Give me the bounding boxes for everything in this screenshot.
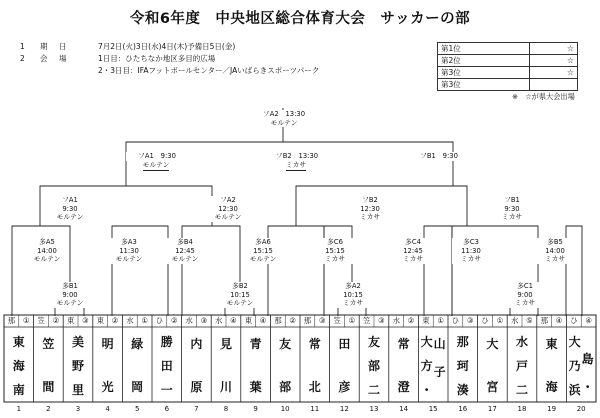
match-id: 多C3 xyxy=(463,238,479,246)
team-name-char: 山 xyxy=(433,336,446,351)
team-seed: ⑤ xyxy=(526,316,533,325)
team-district: 笠 xyxy=(362,316,371,325)
match-venue: ミカサ xyxy=(324,255,346,264)
team-name xyxy=(509,330,535,402)
team-district: 笠 xyxy=(333,316,341,325)
team-name-char: 原 xyxy=(190,380,203,395)
team-name-char: ・ xyxy=(420,382,433,397)
team-district: 東 xyxy=(422,316,430,325)
match-r0 xyxy=(335,282,371,308)
team-seed: ② xyxy=(111,316,119,325)
match-id: フB2 xyxy=(362,196,378,204)
slot-number: 16 xyxy=(458,405,468,413)
slot-number: 13 xyxy=(369,405,379,413)
team-name-char: 葉 xyxy=(249,380,262,395)
match-id: 多C4 xyxy=(405,238,421,246)
match-time: 12:30 xyxy=(360,204,380,213)
slot-number: 9 xyxy=(253,405,258,413)
match-time: 9:30 xyxy=(62,204,78,213)
team-name xyxy=(183,330,209,402)
slot-number: 19 xyxy=(547,405,557,413)
team-district: 那 xyxy=(540,316,548,325)
slot-number: 1 xyxy=(16,405,22,413)
team-seed: ① xyxy=(348,316,356,325)
team-name xyxy=(450,330,476,402)
team-name-char: 明 xyxy=(101,336,114,351)
match-id: 多A3 xyxy=(121,238,137,246)
match-id: フA2 xyxy=(220,196,236,204)
slot-number: 4 xyxy=(105,405,110,413)
match-r1 xyxy=(166,238,204,264)
match-venue: ミカサ xyxy=(501,213,523,222)
match-venue: モルテン xyxy=(56,299,84,308)
team-name-char: 二 xyxy=(515,382,528,397)
match-time: 11:30 xyxy=(461,246,481,255)
team-name-char: 美 xyxy=(71,334,84,349)
team-name-char: 光 xyxy=(101,380,114,395)
team-name-char: 浜 xyxy=(568,382,581,397)
team-name-char: 大 xyxy=(568,334,581,349)
team-name-char: 那 xyxy=(456,334,469,349)
place-label: 第3位 xyxy=(438,67,530,79)
team-name-char: 宮 xyxy=(486,380,499,395)
place-label: 第1位 xyxy=(438,43,530,55)
team-name-char: 澄 xyxy=(397,380,410,395)
team-name xyxy=(568,330,594,402)
team-district: ひ xyxy=(451,316,460,325)
match-id: フB1 xyxy=(420,152,436,160)
match-id: フA1 xyxy=(62,196,78,204)
match-time: 12:45 xyxy=(175,246,195,255)
match-r1 xyxy=(110,238,148,264)
match-semi-left xyxy=(126,152,188,161)
match-time: 15:15 xyxy=(253,246,273,255)
team-name-char: 野 xyxy=(71,358,84,373)
match-time: 9:00 xyxy=(517,290,533,299)
info-num: 1 xyxy=(20,42,25,51)
team-name-char: 田 xyxy=(338,336,351,351)
team-seed: ① xyxy=(22,316,30,325)
team-seed: ① xyxy=(141,316,148,325)
info-label: 期 日 xyxy=(40,42,69,51)
team-name-char: 北 xyxy=(308,380,321,395)
team-name-char: 勝 xyxy=(160,334,173,349)
team-name-char: 一 xyxy=(160,382,173,397)
match-venue: モルテン xyxy=(142,161,170,169)
team-name-char: 笠 xyxy=(42,336,55,351)
team-name-char: 方 xyxy=(420,358,433,373)
team-name-char: 青 xyxy=(249,336,262,351)
team-district: 那 xyxy=(303,316,312,325)
match-time: 13:30 xyxy=(298,152,319,160)
slot-number: 15 xyxy=(428,405,438,413)
match-time: 9:30 xyxy=(160,152,176,160)
team-district: 東 xyxy=(244,316,252,325)
team-seed: ② xyxy=(170,316,178,325)
team-name-char: 岡 xyxy=(131,380,144,395)
semi-mid-venue xyxy=(266,161,326,171)
place-label: 第3位 xyxy=(438,79,530,91)
match-venue: ミカサ xyxy=(460,255,482,264)
match-venue: モルテン xyxy=(33,255,61,264)
team-name xyxy=(361,330,387,402)
team-name-char: 海 xyxy=(12,358,25,373)
match-time: 11:30 xyxy=(119,246,139,255)
match-time: 10:15 xyxy=(230,290,250,299)
team-name xyxy=(302,330,328,402)
team-name xyxy=(6,330,32,402)
team-seed: ③ xyxy=(378,316,385,325)
match-r1 xyxy=(28,238,66,264)
team-seed: ② xyxy=(289,316,296,325)
team-name-char: 乃 xyxy=(568,358,581,373)
match-time: 12:30 xyxy=(218,204,238,213)
team-seed: ① xyxy=(496,316,504,325)
match-r1 xyxy=(452,238,490,264)
slot-number: 10 xyxy=(280,405,290,413)
team-district: 笠 xyxy=(37,316,45,325)
team-name-char: 常 xyxy=(397,336,410,351)
team-name xyxy=(539,330,565,402)
match-r0 xyxy=(52,282,88,308)
results-note: ※ ☆が県大会出場 xyxy=(512,92,575,101)
team-name xyxy=(272,330,298,402)
team-district: 東 xyxy=(66,316,75,325)
match-id: 多C1 xyxy=(517,282,533,290)
match-id: 多B1 xyxy=(62,282,78,290)
team-name xyxy=(95,330,121,402)
team-name-char: 子 xyxy=(433,364,446,379)
star-icon: ☆ xyxy=(529,67,577,79)
place-label: 第2位 xyxy=(438,55,530,67)
match-time: 12:45 xyxy=(403,246,423,255)
team-name-char: 珂 xyxy=(456,358,469,373)
team-name-char: 部 xyxy=(279,380,292,395)
team-name-char: 常 xyxy=(308,336,321,351)
team-name-char: 戸 xyxy=(515,358,528,373)
slot-number: 20 xyxy=(576,405,586,413)
slot-number: 6 xyxy=(164,405,170,413)
match-time: 15:15 xyxy=(325,246,345,255)
team-seed: ③ xyxy=(82,316,89,325)
slot-number: 3 xyxy=(75,405,81,413)
team-seed: ④ xyxy=(555,316,563,325)
match-venue: モルテン xyxy=(226,299,254,308)
team-name-char: 東 xyxy=(12,334,25,349)
team-district: ひ xyxy=(481,316,489,325)
match-id: フB1 xyxy=(504,196,520,204)
match-id: 多C6 xyxy=(327,238,343,246)
team-seed: ④ xyxy=(230,316,237,325)
team-name xyxy=(420,330,446,402)
team-name-char: 田 xyxy=(160,358,173,373)
star-icon: ☆ xyxy=(529,55,577,67)
team-name xyxy=(331,330,357,402)
team-seed: ③ xyxy=(318,316,326,325)
team-name-char: 友 xyxy=(279,336,292,351)
team-name xyxy=(154,330,180,402)
semi-left-venue xyxy=(126,161,186,171)
match-time: 9:00 xyxy=(62,290,78,299)
team-seed: ④ xyxy=(259,316,267,325)
team-seed: ④ xyxy=(585,316,592,325)
team-district: 水 xyxy=(126,316,134,325)
match-venue: モルテン xyxy=(214,213,242,222)
slot-number: 11 xyxy=(310,405,320,413)
slot-number: 12 xyxy=(339,405,349,413)
match-id: 多B5 xyxy=(547,238,563,246)
team-seed: ③ xyxy=(200,316,208,325)
match-semi-mid xyxy=(266,152,328,161)
slot-number: 17 xyxy=(487,405,497,413)
team-name xyxy=(65,330,91,402)
team-seed: ② xyxy=(407,316,415,325)
match-r1 xyxy=(244,238,282,264)
match-id: 多A2 xyxy=(345,282,361,290)
match-id: フA2 xyxy=(262,110,279,118)
team-district: ひ xyxy=(570,316,578,325)
match-time: 9:30 xyxy=(504,204,520,213)
match-final xyxy=(258,110,310,127)
info-label: 会 場 xyxy=(40,54,69,63)
match-r1 xyxy=(394,238,432,264)
slot-number: 8 xyxy=(223,405,229,413)
info-text: 2・3日目：IFAフットボールセンター／JAいばらきスポーツパーク xyxy=(98,66,320,75)
match-venue: モルテン xyxy=(171,255,199,264)
team-name-char: 彦 xyxy=(338,380,351,395)
match-semi-right xyxy=(408,152,470,161)
team-district: 東 xyxy=(96,316,104,325)
team-name-char: 東 xyxy=(545,336,558,351)
team-name-char: 湊 xyxy=(456,382,469,397)
slot-number: 5 xyxy=(134,405,140,413)
team-district: 水 xyxy=(510,316,519,325)
match-id: フB2 xyxy=(275,152,292,160)
info-text: 7月2日(火)3日(水)4日(木)予備日5日(金) xyxy=(98,42,236,51)
match-venue: ミカサ xyxy=(359,213,381,222)
match-time: 9:30 xyxy=(442,152,458,160)
team-name-char: 見 xyxy=(219,336,232,351)
team-name-char: 南 xyxy=(12,382,25,397)
match-venue: モルテン xyxy=(115,255,143,264)
match-qf4 xyxy=(492,196,532,222)
slot-number: 2 xyxy=(46,405,51,413)
match-r0 xyxy=(222,282,258,308)
team-name-char: 大 xyxy=(420,334,433,349)
match-venue: ミカサ xyxy=(544,255,566,264)
team-name-char: 緑 xyxy=(131,336,144,351)
team-name-char: 里 xyxy=(71,382,84,397)
team-district: 水 xyxy=(214,316,223,325)
team-district: 那 xyxy=(7,316,16,325)
team-name-char: 大 xyxy=(486,336,499,351)
team-name-char: 水 xyxy=(515,334,528,349)
match-time: 13:30 xyxy=(285,110,306,118)
match-venue: ミカサ xyxy=(402,255,424,264)
team-district: 那 xyxy=(274,316,282,325)
page-title: 令和6年度 中央地区総合体育大会 サッカーの部 xyxy=(129,11,471,27)
slot-number: 14 xyxy=(399,405,409,413)
match-id: フA1 xyxy=(138,152,154,160)
match-id: 多A6 xyxy=(255,238,271,246)
match-r0 xyxy=(507,282,543,308)
team-name xyxy=(243,330,269,402)
info-num: 2 xyxy=(20,54,25,63)
team-name xyxy=(213,330,239,402)
team-name xyxy=(479,330,505,402)
match-time: 10:15 xyxy=(343,290,363,299)
team-district: 水 xyxy=(185,316,193,325)
match-time: 14:00 xyxy=(37,246,57,255)
info-text: 1日目：ひたちなか地区多目的広場 xyxy=(98,54,216,63)
team-district: ひ xyxy=(155,316,164,325)
match-id: 多A5 xyxy=(39,238,55,246)
team-name-char: 川 xyxy=(219,380,232,395)
star-icon: ☆ xyxy=(529,43,577,55)
match-venue: ミカサ xyxy=(342,299,364,308)
match-qf1 xyxy=(50,196,90,222)
team-seed: ② xyxy=(52,316,60,325)
match-qf3 xyxy=(350,196,390,222)
team-name xyxy=(124,330,150,402)
match-venue: モルテン xyxy=(249,255,277,264)
team-name-char: 部 xyxy=(367,358,380,373)
match-venue: ミカサ xyxy=(285,161,307,169)
slot-number: 18 xyxy=(517,405,527,413)
match-venue: モルテン xyxy=(56,213,84,222)
slot-number: 7 xyxy=(194,405,199,413)
team-name xyxy=(391,330,417,402)
team-name-char: 島 xyxy=(581,351,594,366)
team-name-char: 友 xyxy=(367,334,380,349)
match-r1 xyxy=(316,238,354,264)
team-district: 水 xyxy=(392,316,400,325)
match-venue: モルテン xyxy=(270,118,298,127)
team-name-char: ・ xyxy=(581,380,594,395)
team-name-char: 二 xyxy=(367,382,380,397)
team-seed: ③ xyxy=(466,316,474,325)
match-r1 xyxy=(536,238,574,264)
team-seed: ① xyxy=(437,316,444,325)
match-id: 多B4 xyxy=(177,238,193,246)
match-venue: ミカサ xyxy=(514,299,536,308)
team-name-char: 海 xyxy=(545,380,558,395)
team-name-char: 間 xyxy=(42,380,55,395)
match-qf2 xyxy=(208,196,248,222)
match-time: 14:00 xyxy=(545,246,565,255)
team-name-char: 内 xyxy=(190,336,203,351)
team-name xyxy=(35,330,61,402)
match-id: 多B2 xyxy=(232,282,248,290)
